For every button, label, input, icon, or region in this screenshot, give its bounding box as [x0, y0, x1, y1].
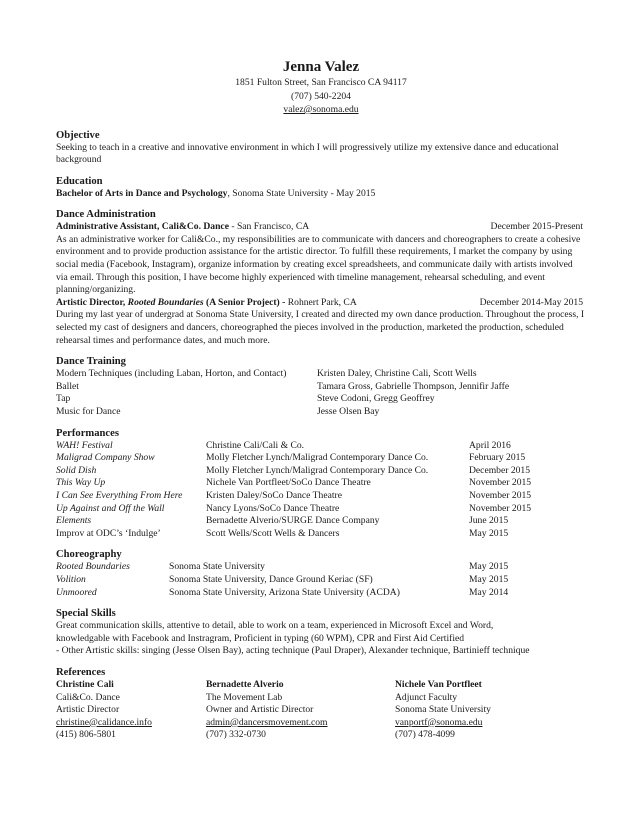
job-dates: December 2015-Present — [490, 221, 583, 233]
training-teachers: Steve Codoni, Gregg Geoffrey — [317, 393, 435, 405]
choreography-table — [56, 561, 586, 599]
reference-role: Owner and Artistic Director — [206, 704, 314, 716]
performance-date: February 2015 — [469, 452, 526, 464]
dance-admin-heading: Dance Administration — [56, 209, 156, 221]
skills-line: knowledgable with Facebook and Instragram, Proficient in typing (60 WPM), CPR and First Aid Certified — [56, 632, 465, 644]
reference-phone: (707) 332-0730 — [206, 729, 266, 741]
reference-role: Sonoma State University — [395, 704, 491, 716]
reference-name: Bernadette Alverio — [206, 678, 284, 690]
skills-heading: Special Skills — [56, 608, 116, 620]
degree: Bachelor of Arts in Dance and Psychology — [56, 187, 228, 199]
job-description: During my last year of undergrad at Sonoma State University, I created and directed my own dance production. Throughout the process, I selected my cast of designers and dancers, choreographed the pieces involved in the production, marketed the production, scheduled rehearsal times and performance dates, and much more. — [56, 309, 585, 346]
performance-company: Molly Fletcher Lynch/Maligrad Contemporary Dance Co. — [206, 452, 429, 464]
choreography-venue: Sonoma State University, Dance Ground Keriac (SF) — [169, 573, 373, 585]
education-detail: , Sonoma State University - May 2015 — [227, 187, 376, 199]
training-teachers: Jesse Olsen Bay — [317, 406, 380, 417]
performance-company: Bernadette Alverio/SURGE Dance Company — [206, 515, 380, 527]
choreography-heading: Choreography — [56, 549, 122, 561]
performances-table — [56, 440, 586, 541]
choreography-title: Unmoored — [56, 586, 97, 598]
performance-title: This Way Up — [56, 477, 106, 489]
training-style: Tap — [56, 393, 71, 405]
performance-company: Nancy Lyons/SoCo Dance Theatre — [206, 502, 340, 514]
reference-phone: (707) 478-4099 — [395, 729, 455, 741]
education-heading: Education — [56, 175, 103, 187]
resume-page — [56, 58, 586, 742]
job-dates: December 2014-May 2015 — [479, 296, 583, 308]
job-title — [56, 297, 285, 308]
phone: (707) 540-2204 — [291, 90, 351, 102]
reference-email-link[interactable]: admin@dancersmovement.com — [206, 716, 328, 728]
performance-date: November 2015 — [469, 489, 532, 501]
performance-title: Improv at ODC’s ‘Indulge’ — [56, 527, 161, 539]
performance-company: Kristen Daley/SoCo Dance Theatre — [206, 489, 342, 501]
education-entry — [56, 188, 586, 201]
references-table — [56, 679, 586, 742]
reference-email-link[interactable]: christine@calidance.info — [56, 716, 152, 728]
objective-heading: Objective — [56, 129, 100, 141]
choreography-venue: Sonoma State University, Arizona State University (ACDA) — [169, 586, 400, 598]
performance-title: Maligrad Company Show — [56, 452, 155, 464]
training-style: Modern Techniques (including Laban, Horton, and Contact) — [56, 368, 287, 380]
reference-phone: (415) 806-5801 — [56, 729, 116, 741]
email-link[interactable]: valez@sonoma.edu — [283, 104, 359, 115]
performance-company: Molly Fletcher Lynch/Maligrad Contemporary Dance Co. — [206, 464, 429, 476]
performance-date: June 2015 — [469, 515, 509, 527]
reference-name: Nichele Van Portfleet — [395, 678, 482, 690]
choreography-date: May 2015 — [469, 573, 509, 585]
job-location: Rohnert Park, CA — [285, 296, 357, 308]
training-table — [56, 368, 586, 418]
training-teachers: Tamara Gross, Gabrielle Thompson, Jennifir Jaffe — [317, 380, 510, 392]
training-style: Ballet — [56, 380, 79, 392]
performance-title: Up Against and Off the Wall — [56, 502, 165, 514]
performance-title: WAH! Festival — [56, 439, 113, 451]
resume-header — [56, 58, 586, 117]
applicant-name: Jenna Valez — [282, 59, 360, 75]
objective-text: Seeking to teach in a creative and innovative environment in which I will progressively utilize my extensive dance and educational background — [56, 141, 559, 166]
job-title: Administrative Assistant, Cali&Co. Dance — [56, 221, 229, 233]
performance-title: Solid Dish — [56, 464, 97, 476]
job-title-suffix: (A Senior Project) - — [203, 296, 286, 308]
performance-company: Nichele Van Portfleet/SoCo Dance Theatre — [206, 477, 371, 489]
choreography-venue: Sonoma State University — [169, 561, 265, 573]
reference-org: Cali&Co. Dance — [56, 691, 120, 703]
skills-line: Great communication skills, attentive to detail, able to work on a team, experienced in Microsoft Excel and Word, — [56, 620, 494, 632]
choreography-date: May 2015 — [469, 561, 509, 573]
training-heading: Dance Training — [56, 356, 126, 368]
skills-line: - Other Artistic skills: singing (Jesse Olsen Bay), acting technique (Paul Draper), Alexander technique, Bartinieff technique — [56, 645, 530, 657]
job-header — [56, 221, 586, 234]
performance-date: November 2015 — [469, 502, 532, 514]
performance-date: December 2015 — [469, 464, 531, 476]
training-teachers: Kristen Daley, Christine Cali, Scott Wells — [317, 368, 477, 380]
job-description: As an administrative worker for Cali&Co., my responsibilities are to communicate with dancers and choreographers to create a cohesive environment and to provide production assistance for the artistic director. To fulfill these requirements, I market the company by using social media (Facebook, Instagram), organize information by creating excel spreadsheets, and communicate daily with artists involved via email. Through this position, I have become highly experienced with timeline management, rehearsal scheduling, and event planning/organizing. — [56, 233, 581, 296]
training-style: Music for Dance — [56, 406, 121, 417]
performance-title: I Can See Everything From Here — [56, 489, 183, 501]
reference-role: Artistic Director — [56, 704, 120, 716]
performances-heading: Performances — [56, 427, 119, 439]
choreography-date: May 2014 — [469, 586, 509, 598]
job-title-prefix: Artistic Director, — [56, 296, 128, 308]
performance-company: Christine Cali/Cali & Co. — [206, 439, 305, 451]
reference-org: The Movement Lab — [206, 691, 283, 703]
references-heading: References — [56, 666, 106, 678]
performance-company: Scott Wells/Scott Wells & Dancers — [206, 527, 340, 539]
performance-date: May 2015 — [469, 527, 509, 539]
job-header — [56, 297, 586, 310]
reference-org: Adjunct Faculty — [395, 691, 458, 703]
performance-date: November 2015 — [469, 477, 532, 489]
reference-name: Christine Cali — [56, 678, 114, 690]
address: 1851 Fulton Street, San Francisco CA 94117 — [235, 77, 407, 88]
choreography-title: Volition — [56, 573, 86, 585]
job-title-italic: Rooted Boundaries — [127, 296, 204, 308]
choreography-title: Rooted Boundaries — [56, 561, 130, 573]
performance-title: Elements — [56, 515, 92, 527]
reference-email-link[interactable]: vanportf@sonoma.edu — [395, 716, 483, 728]
job-location: - San Francisco, CA — [228, 221, 310, 233]
performance-date: April 2016 — [469, 439, 511, 451]
